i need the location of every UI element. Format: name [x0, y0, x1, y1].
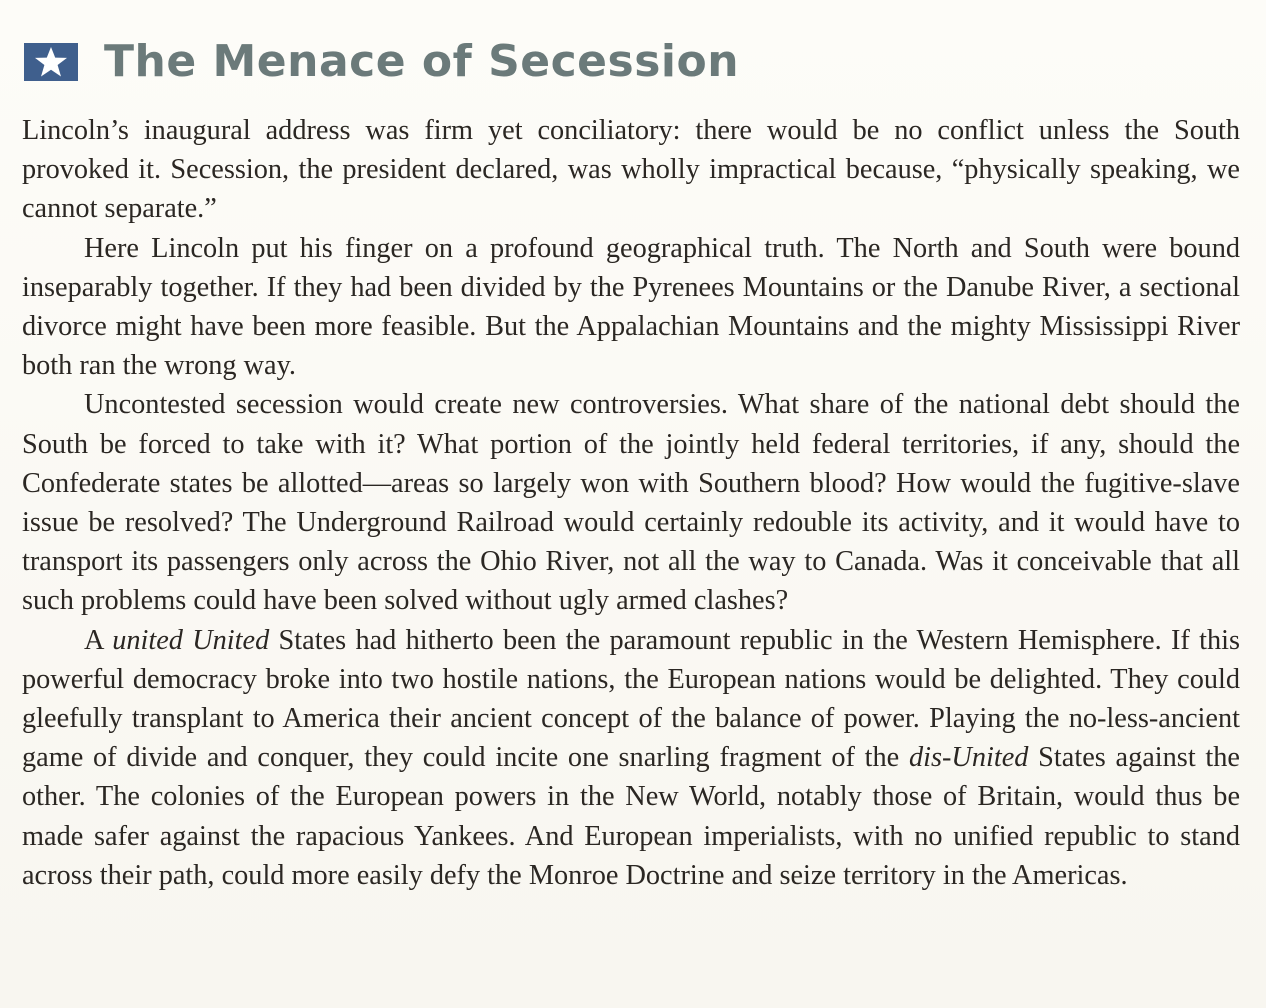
section-title: The Menace of Secession	[104, 36, 740, 87]
paragraph-3: Uncontested secession would create new controversies. What share of the national debt should the South be forced to take with it? What portion of the jointly held federal territories, if any, should the Confederate states be allotted—areas so largely won with Southern blood? How would the fugitive-slave issue be resolved? The Underground Railroad would certainly redouble its activity, and it would have to transport its passengers only across the Ohio River, not all the way to Canada. Was it conceivable that all such problems could have been solved without ugly armed clashes?	[22, 389, 1240, 617]
paragraph-1: Lincoln’s inaugural address was firm yet conciliatory: there would be no conflict unless the South provoked it. Secession, the president declared, was wholly impractical because, “physically speaking, we cannot separate.”	[22, 115, 1240, 225]
paragraph-2: Here Lincoln put his finger on a profound geographical truth. The North and South were bound inseparably together. If they had been divided by the Pyrenees Mountains or the Danube River, a sectional divorce might have been more feasible. But the Appalachian Mountains and the mighty Mississippi River both ran the wrong way.	[22, 232, 1240, 382]
star-icon	[24, 43, 78, 81]
section-heading	[24, 34, 739, 90]
paragraph-4-part-c: States against the other. The colonies of the European powers in the New World, notably those of Britain, would thus be made safer against the rapacious Yankees. And European imperialists, with no unified republic to stand across their path, could more easily defy the Monroe Doctrine and seize territory in the Americas.	[22, 742, 1240, 891]
body-text	[22, 111, 1240, 895]
paragraph-4-part-b: States had hitherto been the paramount republic in the Western Hemisphere. If this powerful democracy broke into two hostile nations, the European nations would be delighted. They could gleefully transplant to America their ancient concept of the balance of power. Playing the no-less-ancient game of divide and conquer, they could incite one snarling fragment of the	[22, 624, 1240, 774]
paragraph-4-emphasis-united: united United	[112, 624, 270, 656]
paragraph-4	[22, 621, 1240, 895]
star-glyph	[34, 46, 68, 78]
paragraph-4-emphasis-disunited: dis-United	[908, 742, 1029, 774]
paragraph-4-part-a: A	[84, 624, 113, 656]
